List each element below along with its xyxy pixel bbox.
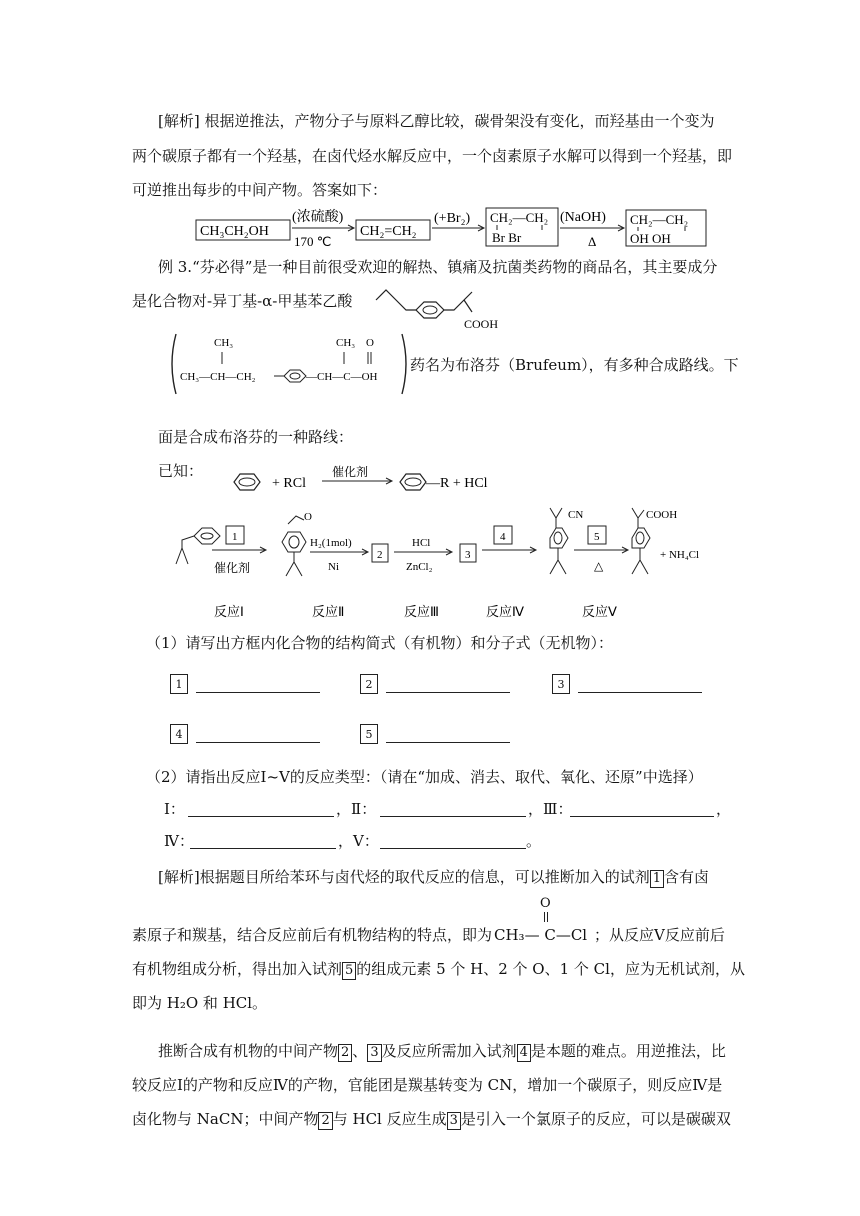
q2-label-4: Ⅳ： bbox=[164, 832, 194, 850]
analysis2-p2-line3: 卤化物与 NaCN；中间产物 2 与 HCl 反应生成 3 是引入一个氯原子的反应，可以是碳碳双 bbox=[132, 1110, 731, 1128]
scheme2-box2: 2 bbox=[377, 549, 383, 561]
q2-label-1: Ⅰ： bbox=[164, 800, 185, 818]
scheme2-o-label: O bbox=[304, 511, 312, 523]
example3-line2: 是化合物对-异丁基-α-甲基苯乙酸 bbox=[132, 292, 353, 310]
scheme1-cond3-top: (NaOH) bbox=[560, 210, 606, 225]
reaction-label-1: 反应Ⅰ bbox=[214, 604, 244, 619]
scheme1-start: CH₃CH₂OH bbox=[200, 224, 269, 239]
analysis2-box1: 1 bbox=[650, 870, 664, 888]
ibuprofen-formula bbox=[166, 330, 416, 398]
formula-main-right: —CH—C—OH bbox=[306, 371, 378, 383]
q2-label-5: ，Ⅴ： bbox=[338, 832, 379, 850]
acyl-o: O bbox=[540, 896, 551, 911]
analysis2-p2-line1: 推断合成有机物的中间产物 2 、 3 及反应所需加入试剂 4 是本题的难点。用逆推法，比 bbox=[158, 1042, 726, 1060]
scheme1-product-top: CH₂—CH₂ bbox=[630, 212, 689, 227]
scheme1-cond3-bottom: Δ bbox=[588, 234, 597, 249]
analysis2-box2: 2 bbox=[338, 1044, 352, 1062]
reaction-label-3: 反应Ⅲ bbox=[404, 604, 439, 619]
scheme1-cond1-bottom: 170 ℃ bbox=[294, 234, 332, 249]
scheme2-nh4cl: + NH₄Cl bbox=[660, 549, 700, 561]
scheme2-cond3-top: HCl bbox=[412, 537, 431, 549]
q2-blank-5[interactable] bbox=[380, 848, 526, 849]
scheme1-cond1-top: (浓硫酸) bbox=[292, 210, 344, 225]
scheme1-int1: CH₂=CH₂ bbox=[360, 224, 417, 239]
formula-o: O bbox=[366, 337, 374, 349]
q2-period: 。 bbox=[526, 832, 542, 850]
scheme2-cond2-bottom: Ni bbox=[328, 561, 339, 573]
answer-label-4: 4 bbox=[170, 724, 188, 744]
analysis2-line1: [解析]根据题目所给苯环与卤代烃的取代反应的信息，可以推断加入的试剂 1 含有卤 bbox=[158, 868, 710, 886]
answer-label-5: 5 bbox=[360, 724, 378, 744]
scheme2-cn-label: CN bbox=[568, 509, 584, 521]
scheme2-box1: 1 bbox=[232, 531, 238, 543]
scheme1-int2-top: CH₂—CH₂ bbox=[490, 210, 549, 225]
analysis1-line2: 两个碳原子都有一个羟基，在卤代烃水解反应中，一个卤素原子水解可以得到一个羟基，即 bbox=[132, 147, 733, 165]
scheme2-box5: 5 bbox=[594, 531, 600, 543]
scheme1-diagram bbox=[190, 204, 720, 252]
q2-comma: ， bbox=[716, 800, 732, 818]
q2-blank-1[interactable] bbox=[188, 816, 334, 817]
answer-label-3: 3 bbox=[552, 674, 570, 694]
scheme2-cond5: △ bbox=[594, 559, 604, 573]
q2-blank-3[interactable] bbox=[570, 816, 714, 817]
reaction-label-5: 反应Ⅴ bbox=[582, 604, 617, 619]
scheme1-int2-bottom: Br Br bbox=[492, 230, 522, 245]
analysis2-box3: 3 bbox=[367, 1044, 381, 1062]
example3-line3: 药名为布洛芬（Brufeum），有多种合成路线。下 bbox=[410, 356, 739, 374]
example3-line1: 例 3.“芬必得”是一种目前很受欢迎的解热、镇痛及抗菌类药物的商品名，其主要成分 bbox=[158, 258, 718, 276]
analysis2-p2-box2: 2 bbox=[318, 1112, 332, 1130]
q2-label-3: ，Ⅲ： bbox=[528, 800, 573, 818]
example3-line4: 面是合成布洛芬的一种路线： bbox=[158, 428, 354, 446]
answer-label-2: 2 bbox=[360, 674, 378, 694]
answer-blank-2[interactable] bbox=[386, 692, 510, 693]
answer-blank-5[interactable] bbox=[386, 742, 510, 743]
analysis2-p2-box3: 3 bbox=[447, 1112, 461, 1130]
synthesis-scheme bbox=[160, 500, 740, 624]
ibuprofen-cooh: COOH bbox=[464, 317, 499, 331]
analysis1-line1: [解析] 根据逆推法，产物分子与原料乙醇比较，碳骨架没有变化，而羟基由一个变为 bbox=[158, 112, 715, 130]
scheme2-box4: 4 bbox=[500, 531, 506, 543]
q2-blank-2[interactable] bbox=[380, 816, 526, 817]
answer-blank-1[interactable] bbox=[196, 692, 320, 693]
scheme2-cooh-label: COOH bbox=[646, 509, 678, 521]
question1-text: （1）请写出方框内化合物的结构简式（有机物）和分子式（无机物）： bbox=[146, 634, 614, 652]
scheme1-product-bottom: OH OH bbox=[630, 231, 671, 246]
analysis1-line3: 可逆推出每步的中间产物。答案如下： bbox=[132, 181, 388, 199]
answer-label-1: 1 bbox=[170, 674, 188, 694]
scheme2-box3: 3 bbox=[465, 549, 471, 561]
analysis2-box4: 4 bbox=[517, 1044, 531, 1062]
known-product: —R + HCl bbox=[426, 476, 488, 491]
analysis2-line3: 有机物组成分析，得出加入试剂 5 的组成元素 5 个 H、2 个 O、1 个 Cl，应为无机试剂，从 bbox=[132, 960, 745, 978]
scheme2-cond3-bottom: ZnCl₂ bbox=[406, 561, 433, 573]
q2-blank-4[interactable] bbox=[190, 848, 336, 849]
analysis2-line2-tail: ；从反应Ⅴ反应前后 bbox=[594, 926, 725, 944]
reaction-label-2: 反应Ⅱ bbox=[312, 604, 345, 619]
scheme2-cond1: 催化剂 bbox=[214, 561, 251, 575]
known-catalyst: 催化剂 bbox=[332, 465, 369, 479]
analysis2-box5: 5 bbox=[342, 962, 356, 980]
answer-blank-4[interactable] bbox=[196, 742, 320, 743]
question2-text: （2）请指出反应Ⅰ~Ⅴ的反应类型：（请在“加成、消去、取代、氧化、还原”中选择） bbox=[146, 768, 703, 786]
scheme2-cond2-top: H₂(1mol) bbox=[310, 537, 352, 549]
q2-label-2: ，Ⅱ： bbox=[336, 800, 377, 818]
acyl-chloride: CH₃— C—Cl bbox=[494, 926, 588, 944]
answer-blank-3[interactable] bbox=[578, 692, 702, 693]
analysis2-p2-line2: 较反应Ⅰ的产物和反应Ⅳ的产物，官能团是羰基转变为 CN，增加一个碳原子，则反应Ⅳ是 bbox=[132, 1076, 723, 1094]
formula-ch3-right: CH₃ bbox=[336, 337, 356, 349]
known-reagent: + RCl bbox=[272, 476, 306, 491]
acyl-double-bond bbox=[544, 912, 548, 922]
formula-ch3-left: CH₃ bbox=[214, 337, 234, 349]
analysis2-line2: 素原子和羰基，结合反应前后有机物结构的特点，即为 bbox=[132, 926, 493, 944]
reaction-label-4: 反应Ⅳ bbox=[486, 604, 524, 619]
analysis2-line4: 即为 H₂O 和 HCl。 bbox=[132, 994, 268, 1012]
formula-main-left: CH₃—CH—CH₂ bbox=[180, 371, 256, 383]
scheme1-cond2: (+Br₂) bbox=[434, 211, 471, 226]
known-label: 已知： bbox=[158, 462, 204, 480]
known-reaction bbox=[228, 464, 528, 500]
